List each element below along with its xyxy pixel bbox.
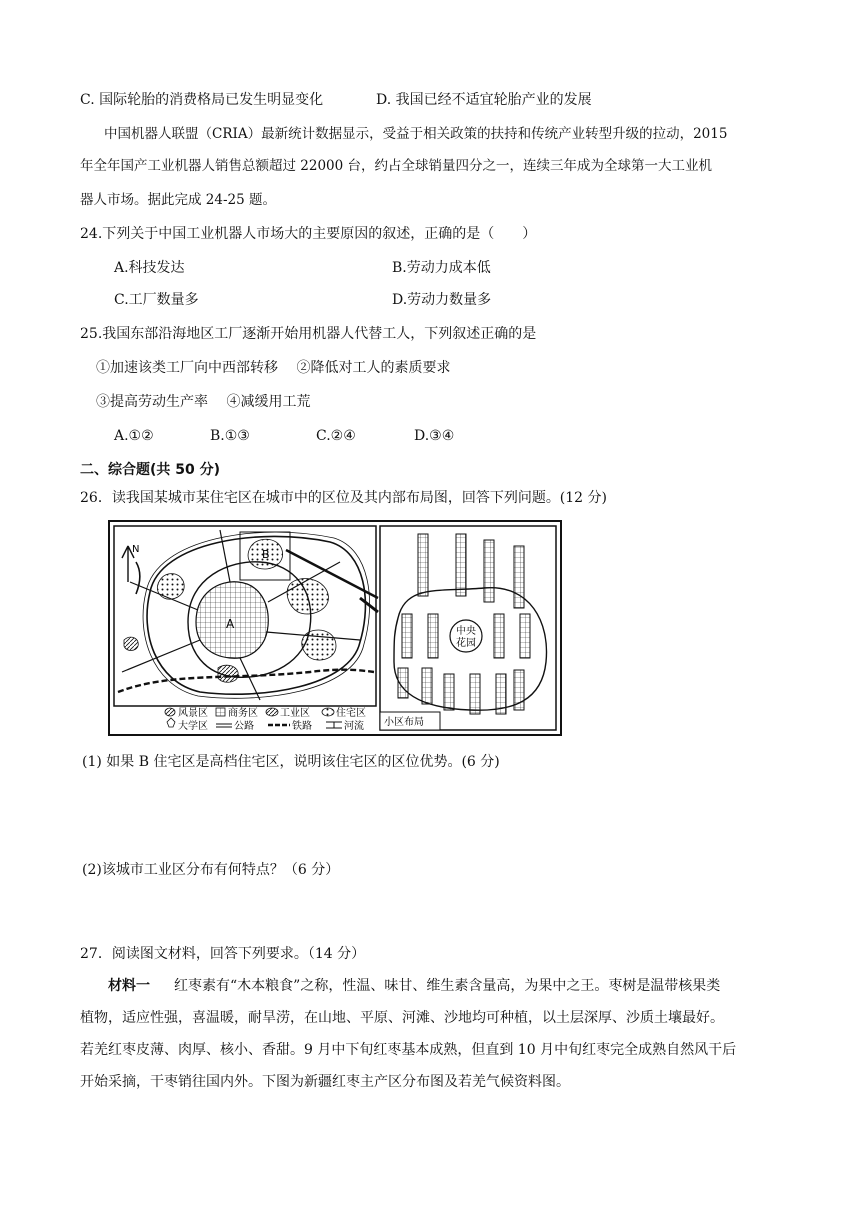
material-line-1: 红枣素有“木本粮食”之称，性温、味甘、维生素含量高，为果中之王。枣树是温带核果类 <box>174 978 721 994</box>
residential-patch-3 <box>157 574 184 600</box>
svg-text:风景区: 风景区 <box>178 708 208 719</box>
q25-option-b: B.①③ <box>210 428 250 444</box>
q24-option-b: B.劳动力成本低 <box>392 260 491 276</box>
label-a: A <box>226 617 235 631</box>
q24-stem: 24.下列关于中国工业机器人市场大的主要原因的叙述，正确的是（ ） <box>80 226 537 242</box>
q24-option-a: A.科技发达 <box>114 260 185 276</box>
q24-option-c: C.工厂数量多 <box>114 292 199 308</box>
svg-text:工业区: 工业区 <box>280 708 310 719</box>
map-legend <box>165 706 366 732</box>
q25-option-a: A.①② <box>114 428 154 444</box>
passage-line-1: 中国机器人联盟（CRIA）最新统计数据显示，受益于相关政策的扶持和传统产业转型升级的拉动，2015 <box>104 126 728 142</box>
q25-statements-3-4: ③提高劳动生产率 ④减缓用工荒 <box>96 394 311 410</box>
passage-line-3: 器人市场。据此完成 24-25 题。 <box>80 192 277 208</box>
svg-text:公路: 公路 <box>234 721 254 732</box>
svg-text:河流: 河流 <box>344 721 364 732</box>
svg-text:住宅区: 住宅区 <box>336 708 366 719</box>
svg-text:N: N <box>132 544 140 555</box>
passage-line-2: 年全年国产工业机器人销售总额超过 22000 台，约占全球销量四分之一，连续三年成为全球第一大工业机 <box>80 158 713 174</box>
svg-text:商务区: 商务区 <box>228 708 258 719</box>
q26-stem: 26．读我国某城市某住宅区在城市中的区位及其内部布局图，回答下列问题。(12 分) <box>80 490 608 506</box>
svg-text:大学区: 大学区 <box>178 721 208 732</box>
label-b: B <box>262 548 270 561</box>
city-map-figure <box>108 520 562 736</box>
central-garden-label-1: 中央 <box>456 626 476 637</box>
q25-stem: 25.我国东部沿海地区工厂逐渐开始用机器人代替工人，下列叙述正确的是 <box>80 326 537 342</box>
section-heading: 二、综合题(共 50 分) <box>80 462 221 478</box>
inset-label: 小区布局 <box>384 717 424 728</box>
q24-option-d: D.劳动力数量多 <box>392 292 492 308</box>
q27-stem: 27．阅读图文材料，回答下列要求。（14 分） <box>80 946 366 962</box>
central-garden-label-2: 花园 <box>456 638 476 649</box>
material-line-4: 开始采摘，干枣销往国内外。下图为新疆红枣主产区分布图及若羌气候资料图。 <box>80 1074 570 1090</box>
city-map-svg <box>110 522 560 734</box>
q26-sub1: (1) 如果 B 住宅区是高档住宅区，说明该住宅区的区位优势。(6 分) <box>82 754 500 770</box>
industrial-patch-1 <box>218 665 238 682</box>
material-line-3: 若羌红枣皮薄、肉厚、核小、香甜。9 月中下旬红枣基本成熟，但直到 10 月中旬红枣完全成熟自然风干后 <box>80 1042 737 1058</box>
q25-option-d: D.③④ <box>414 428 455 444</box>
material-label: 材料一 <box>108 978 150 994</box>
material-line-2: 植物，适应性强，喜温暖，耐旱涝，在山地、平原、河滩、沙地均可种植，以土层深厚、沙质土壤最好。 <box>80 1010 724 1026</box>
q23-option-d: D. 我国已经不适宜轮胎产业的发展 <box>376 92 592 108</box>
q25-option-c: C.②④ <box>316 428 356 444</box>
industrial-patch-2 <box>124 637 138 650</box>
svg-text:铁路: 铁路 <box>292 721 312 732</box>
q25-statements-1-2: ①加速该类工厂向中西部转移 ②降低对工人的素质要求 <box>96 360 451 376</box>
q26-sub2: (2)该城市工业区分布有何特点？（6 分） <box>82 862 340 878</box>
q23-option-c: C. 国际轮胎的消费格局已发生明显变化 <box>80 92 324 108</box>
